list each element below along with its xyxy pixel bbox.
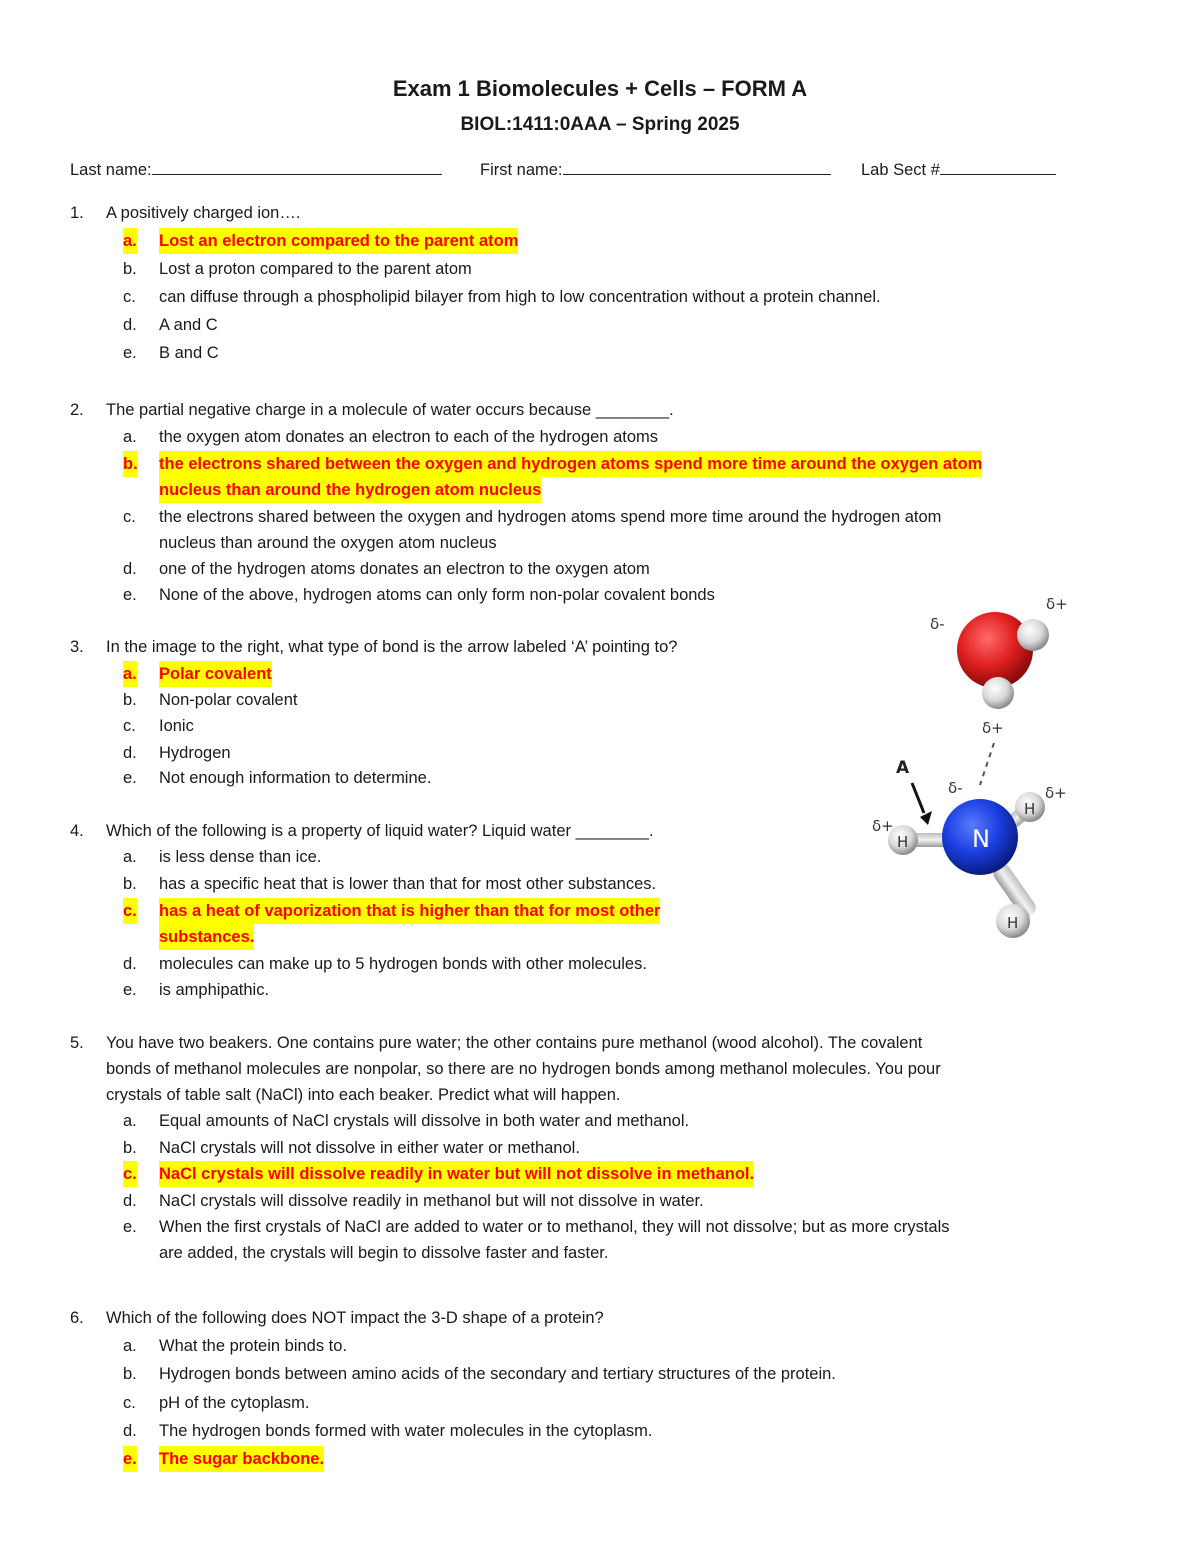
question-text: The partial negative charge in a molecule of water occurs because ________. bbox=[106, 401, 674, 419]
option-letter: c. bbox=[123, 288, 136, 306]
ammonia-h-lower-label: H bbox=[1007, 914, 1019, 932]
option-text-line1: When the first crystals of NaCl are added to water or to methanol, they will not dissolve; but as more crystals bbox=[159, 1218, 950, 1236]
exam-title: Exam 1 Biomolecules + Cells – FORM A bbox=[392, 76, 808, 101]
option-letter: d. bbox=[123, 1422, 137, 1440]
lab-sect-field[interactable] bbox=[861, 158, 1056, 180]
nitrogen-delta-minus-label: δ- bbox=[948, 779, 963, 797]
water-hydrogen-atom-1 bbox=[1017, 619, 1049, 651]
molecule-figure bbox=[860, 585, 1080, 955]
option-text: The hydrogen bonds formed with water molecules in the cytoplasm. bbox=[159, 1422, 653, 1440]
option-text: can diffuse through a phospholipid bilayer from high to low concentration without a protein channel. bbox=[159, 288, 881, 306]
ammonia-left-delta-plus-label: δ+ bbox=[872, 817, 894, 835]
option-letter: e. bbox=[123, 586, 137, 604]
option-text: Lost a proton compared to the parent atom bbox=[159, 260, 472, 278]
option-text: Not enough information to determine. bbox=[159, 769, 432, 787]
option-letter: b. bbox=[123, 1365, 137, 1383]
option-letter: a. bbox=[123, 1337, 137, 1355]
option-text-line2: are added, the crystals will begin to dissolve faster and faster. bbox=[159, 1244, 609, 1262]
option-text: is amphipathic. bbox=[159, 981, 270, 999]
option-text: NaCl crystals will dissolve readily in water but will not dissolve in methanol. bbox=[159, 1161, 754, 1187]
option-text: Lost an electron compared to the parent atom bbox=[159, 228, 518, 254]
option-text: Hydrogen bonds between amino acids of the secondary and tertiary structures of the protein. bbox=[159, 1365, 836, 1383]
option-text-line2: nucleus than around the hydrogen atom nucleus bbox=[159, 477, 541, 503]
question-number: 6. bbox=[70, 1309, 84, 1327]
option-letter: c. bbox=[123, 898, 137, 924]
ammonia-h-upper-label: H bbox=[1024, 800, 1036, 818]
option-text: The sugar backbone. bbox=[159, 1446, 324, 1472]
option-letter: d. bbox=[123, 955, 137, 973]
question-text-line2: bonds of methanol molecules are nonpolar, so there are no hydrogen bonds among methanol molecules. You pour bbox=[106, 1060, 941, 1078]
option-letter: c. bbox=[123, 1394, 136, 1412]
option-text-line2: substances. bbox=[159, 924, 254, 950]
option-letter: a. bbox=[123, 661, 137, 687]
question-number: 2. bbox=[70, 401, 84, 419]
lab-sect-blank[interactable] bbox=[940, 158, 1056, 175]
option-text: NaCl crystals will dissolve readily in methanol but will not dissolve in water. bbox=[159, 1192, 704, 1210]
option-letter: e. bbox=[123, 1218, 137, 1236]
ammonia-h-left-label: H bbox=[897, 833, 909, 851]
oxygen-atom bbox=[957, 612, 1033, 688]
option-letter: a. bbox=[123, 1112, 137, 1130]
option-letter: d. bbox=[123, 560, 137, 578]
option-text: Equal amounts of NaCl crystals will dissolve in both water and methanol. bbox=[159, 1112, 690, 1130]
option-text-line1: the electrons shared between the oxygen and hydrogen atoms spend more time around the oxygen atom bbox=[159, 451, 982, 477]
first-name-blank[interactable] bbox=[563, 158, 831, 175]
question-text-line1: You have two beakers. One contains pure water; the other contains pure methanol (wood alcohol). The covalent bbox=[106, 1034, 923, 1052]
option-text: one of the hydrogen atoms donates an electron to the oxygen atom bbox=[159, 560, 650, 578]
option-text: pH of the cytoplasm. bbox=[159, 1394, 310, 1412]
option-letter: c. bbox=[123, 717, 136, 735]
lab-sect-label: Lab Sect # bbox=[861, 161, 940, 179]
option-letter: b. bbox=[123, 1139, 137, 1157]
option-letter: e. bbox=[123, 1446, 137, 1472]
option-text: Polar covalent bbox=[159, 661, 272, 687]
option-letter: c. bbox=[123, 1161, 137, 1187]
question-text: A positively charged ion…. bbox=[106, 204, 301, 222]
option-text: has a specific heat that is lower than that for most other substances. bbox=[159, 875, 657, 893]
course-subtitle: BIOL:1411:0AAA – Spring 2025 bbox=[460, 114, 740, 135]
question-text: Which of the following is a property of liquid water? Liquid water ________. bbox=[106, 822, 654, 840]
last-name-field[interactable] bbox=[70, 158, 442, 180]
option-text: Non-polar covalent bbox=[159, 691, 298, 709]
option-text: None of the above, hydrogen atoms can only form non-polar covalent bonds bbox=[159, 586, 715, 604]
option-letter: e. bbox=[123, 344, 137, 362]
question-text: In the image to the right, what type of bond is the arrow labeled ‘A’ pointing to? bbox=[106, 638, 678, 656]
nitrogen-label: N bbox=[972, 825, 990, 853]
option-letter: a. bbox=[123, 848, 137, 866]
option-text: B and C bbox=[159, 344, 219, 362]
ammonia-upper-delta-plus-label: δ+ bbox=[1045, 784, 1067, 802]
water-delta-plus-label: δ+ bbox=[1046, 595, 1068, 613]
option-text-line2: nucleus than around the oxygen atom nucleus bbox=[159, 534, 497, 552]
option-text: Ionic bbox=[159, 717, 194, 735]
last-name-blank[interactable] bbox=[152, 158, 442, 175]
option-text-line1: the electrons shared between the oxygen and hydrogen atoms spend more time around the hydrogen atom bbox=[159, 508, 942, 526]
option-text-line1: has a heat of vaporization that is higher than that for most other bbox=[159, 898, 660, 924]
option-letter: d. bbox=[123, 744, 137, 762]
option-letter: b. bbox=[123, 875, 137, 893]
option-letter: b. bbox=[123, 691, 137, 709]
option-letter: d. bbox=[123, 1192, 137, 1210]
hydrogen-bond-dashed-line bbox=[980, 743, 994, 785]
first-name-label: First name: bbox=[480, 161, 563, 179]
option-text: A and C bbox=[159, 316, 218, 334]
question-text-line3: crystals of table salt (NaCl) into each beaker. Predict what will happen. bbox=[106, 1086, 621, 1104]
water-hydrogen-atom-2 bbox=[982, 677, 1014, 709]
arrow-a-label: A bbox=[896, 758, 910, 778]
option-letter: e. bbox=[123, 769, 137, 787]
option-text: Hydrogen bbox=[159, 744, 231, 762]
arrow-a-shaft bbox=[912, 783, 924, 813]
arrow-a-head bbox=[920, 811, 932, 825]
option-text: is less dense than ice. bbox=[159, 848, 322, 866]
option-text: the oxygen atom donates an electron to each of the hydrogen atoms bbox=[159, 428, 658, 446]
question-number: 1. bbox=[70, 204, 84, 222]
question-text: Which of the following does NOT impact the 3-D shape of a protein? bbox=[106, 1309, 604, 1327]
option-letter: a. bbox=[123, 428, 137, 446]
option-letter: b. bbox=[123, 260, 137, 278]
last-name-label: Last name: bbox=[70, 161, 152, 179]
option-letter: d. bbox=[123, 316, 137, 334]
water-h-delta-plus-label: δ+ bbox=[982, 719, 1004, 737]
first-name-field[interactable] bbox=[480, 158, 831, 180]
option-letter: c. bbox=[123, 508, 136, 526]
option-letter: b. bbox=[123, 451, 138, 477]
option-text: What the protein binds to. bbox=[159, 1337, 348, 1355]
option-letter: a. bbox=[123, 228, 137, 254]
option-letter: e. bbox=[123, 981, 137, 999]
water-delta-minus-label: δ- bbox=[930, 615, 945, 633]
question-number: 4. bbox=[70, 822, 84, 840]
option-text: molecules can make up to 5 hydrogen bonds with other molecules. bbox=[159, 955, 647, 973]
question-number: 3. bbox=[70, 638, 84, 656]
question-number: 5. bbox=[70, 1034, 84, 1052]
option-text: NaCl crystals will not dissolve in either water or methanol. bbox=[159, 1139, 580, 1157]
